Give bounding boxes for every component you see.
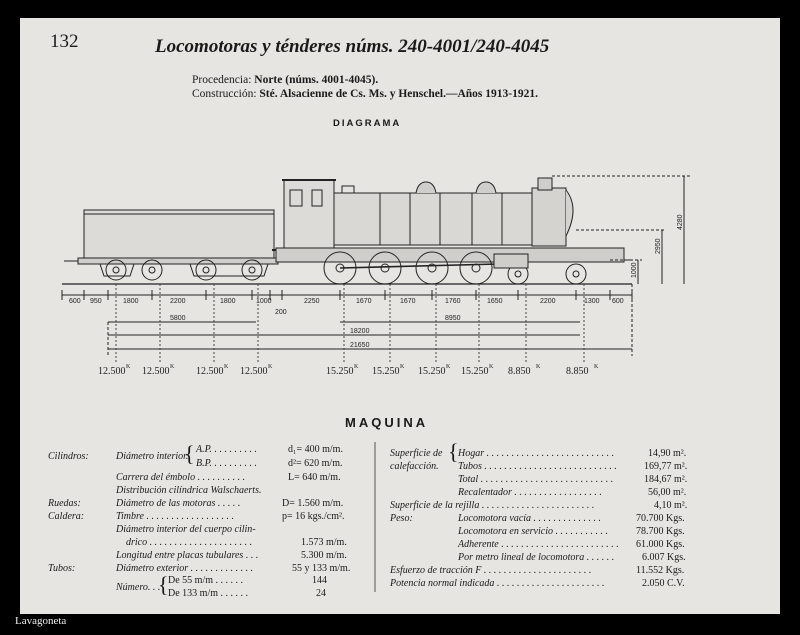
dim-1800-b: 1800 [220, 298, 236, 305]
bp-value: d²= 620 m/m. [288, 458, 343, 469]
ap-value: d₁= 400 m/m. [288, 444, 343, 455]
dim-1650: 1650 [487, 298, 503, 305]
axle-load-unit: K [224, 364, 229, 370]
watermark-credit: Lavagoneta [15, 615, 67, 627]
hogar-value: 14,90 m². [648, 448, 687, 459]
dim-950: 950 [90, 298, 102, 305]
axle-load-unit: K [489, 364, 494, 370]
cilindros-label: Cilindros: [48, 451, 89, 462]
rejilla-label: Superficie de la rejilla . . . . . . . . . . . . . . . . . . . . . . . [390, 500, 595, 511]
brace-ap-bp: { [184, 441, 195, 466]
de55-value: 144 [312, 575, 327, 586]
axle-load-unit: K [354, 364, 359, 370]
total-label: Total . . . . . . . . . . . . . . . . . . . . . . . . . . . [458, 474, 614, 485]
axle-load-unit: K [268, 364, 273, 370]
calefaccion-label: calefacción. [390, 461, 439, 472]
axle-load-label: 12.500 [98, 366, 126, 377]
axle-load-label: 12.500 [240, 366, 268, 377]
axle-load-unit: K [536, 364, 541, 370]
axle-load-label: 8.850 [508, 366, 531, 377]
esfuerzo-value: 11.552 Kgs. [636, 565, 685, 576]
brace-numero: { [158, 572, 169, 597]
diam-exterior-value: 55 y 133 m/m. [292, 563, 351, 574]
height-4280: 4280 [677, 214, 684, 230]
dim-600-front: 600 [69, 298, 81, 305]
axle-load-label: 12.500 [196, 366, 224, 377]
diam-cuerpo-label-1: Diámetro interior del cuerpo cilin- [116, 524, 256, 535]
procedencia-label: Procedencia: [192, 74, 252, 86]
de55-label: De 55 m/m . . . . . . [168, 575, 243, 586]
axle-load-unit: K [170, 364, 175, 370]
dim-2200-a: 2200 [170, 298, 186, 305]
rejilla-value: 4,10 m². [654, 500, 688, 511]
de133-value: 24 [316, 588, 326, 599]
tubos-sup-value: 169,77 m². [644, 461, 688, 472]
peso-label: Peso: [390, 513, 413, 524]
superficie-de-label: Superficie de [390, 448, 443, 459]
dim-1000: 1000 [256, 298, 272, 305]
caldera-label: Caldera: [48, 511, 85, 522]
por-metro-label: Por metro lineal de locomotora . . . . . . [458, 552, 615, 563]
distribucion-label: Distribución cilíndrica Walschaerts. [116, 485, 262, 496]
brace-calefaccion: { [448, 439, 459, 464]
potencia-label: Potencia normal indicada . . . . . . . . . . . . . . . . . . . . . . [390, 578, 605, 589]
diam-cuerpo-label-2: drico . . . . . . . . . . . . . . . . . . . . . [126, 537, 253, 548]
axle-load-unit: K [400, 364, 405, 370]
diam-cuerpo-value: 1.573 m/m. [301, 537, 347, 548]
servicio-label: Locomotora en servicio . . . . . . . . . . . [458, 526, 608, 537]
longitud-value: 5.300 m/m. [301, 550, 347, 561]
dim-2250: 2250 [304, 298, 320, 305]
dim-5800: 5800 [170, 315, 186, 322]
height-1000: 1000 [631, 262, 638, 278]
dim-1800-a: 1800 [123, 298, 139, 305]
height-2950: 2950 [655, 238, 662, 254]
bp-label: B.P. . . . . . . . . . [196, 458, 257, 469]
tubos-sup-label: Tubos . . . . . . . . . . . . . . . . . . . . . . . . . . . [458, 461, 617, 472]
ap-label: A.P. . . . . . . . . . [196, 444, 257, 455]
dim-18200: 18200 [350, 328, 370, 335]
numero-label: Número. . . [116, 582, 161, 593]
book-page [20, 18, 780, 614]
dim-8950: 8950 [445, 315, 461, 322]
diam-motoras-label: Diámetro de las motoras . . . . . [116, 498, 241, 509]
adherente-label: Adherente . . . . . . . . . . . . . . . . . . . . . . . . [458, 539, 619, 550]
maquina-heading: MAQUINA [345, 415, 429, 430]
vacia-label: Locomotora vacía . . . . . . . . . . . . . . [458, 513, 602, 524]
diagram-heading: DIAGRAMA [333, 118, 402, 129]
axle-load-label: 12.500 [142, 366, 170, 377]
de133-label: De 133 m/m . . . . . . [168, 588, 248, 599]
tubos-label: Tubos: [48, 563, 76, 574]
construccion-value: Sté. Alsacienne de Cs. Ms. y Henschel.—Años 1913-1921. [259, 88, 538, 100]
carrera-label: Carrera del émbolo . . . . . . . . . . [116, 472, 246, 483]
axle-load-unit: K [446, 364, 451, 370]
page-number: 132 [50, 31, 79, 52]
dim-200: 200 [275, 309, 287, 316]
timbre-label: Timbre . . . . . . . . . . . . . . . . . . [116, 511, 234, 522]
dim-1760: 1760 [445, 298, 461, 305]
adherente-value: 61.000 Kgs. [636, 539, 685, 550]
ruedas-label: Ruedas: [48, 498, 81, 509]
longitud-label: Longitud entre placas tubulares . . . [116, 550, 259, 561]
procedencia-value: Norte (núms. 4001-4045). [254, 74, 379, 86]
dim-2200-b: 2200 [540, 298, 556, 305]
axle-load-label: 15.250 [372, 366, 400, 377]
diametro-interior-label: Diámetro interior. [116, 451, 189, 462]
hogar-label: Hogar . . . . . . . . . . . . . . . . . . . . . . . . . . [458, 448, 615, 459]
servicio-value: 78.700 Kgs. [636, 526, 685, 537]
axle-load-unit: K [594, 364, 599, 370]
potencia-value: 2.050 C.V. [642, 578, 685, 589]
diam-exterior-label: Diámetro exterior . . . . . . . . . . . . . [116, 563, 254, 574]
dim-1670-a: 1670 [356, 298, 372, 305]
recalentador-value: 56,00 m². [648, 487, 687, 498]
esfuerzo-label: Esfuerzo de tracción F . . . . . . . . . . . . . . . . . . . . . . [390, 565, 592, 576]
axle-load-label: 15.250 [461, 366, 489, 377]
diam-motoras-value: D= 1.560 m/m. [282, 498, 344, 509]
axle-load-label: 15.250 [326, 366, 354, 377]
recalentador-label: Recalentador . . . . . . . . . . . . . . . . . . [458, 487, 602, 498]
axle-load-unit: K [126, 364, 131, 370]
dim-1300: 1300 [584, 298, 600, 305]
timbre-value: p= 16 kgs./cm². [282, 511, 345, 522]
construccion-label: Construcción: [192, 88, 257, 100]
page-title: Locomotoras y ténderes núms. 240-4001/240-4045 [155, 36, 550, 57]
dim-21650: 21650 [350, 342, 370, 349]
axle-load-label: 8.850 [566, 366, 589, 377]
por-metro-value: 6.007 Kgs. [642, 552, 686, 563]
axle-load-label: 15.250 [418, 366, 446, 377]
dim-600-rear: 600 [612, 298, 624, 305]
dim-1670-b: 1670 [400, 298, 416, 305]
total-value: 184,67 m². [644, 474, 688, 485]
vacia-value: 70.700 Kgs. [636, 513, 685, 524]
carrera-value: L= 640 m/m. [288, 472, 341, 483]
